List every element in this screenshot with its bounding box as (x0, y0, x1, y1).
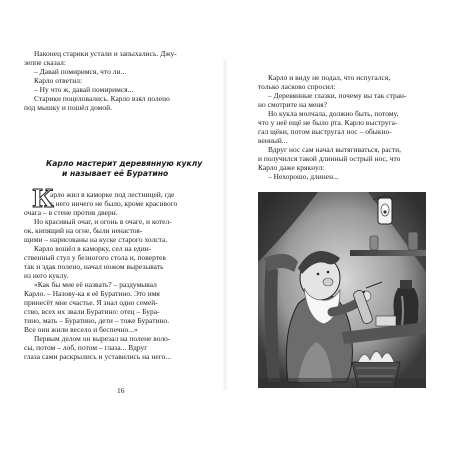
text-line: – Деревянные глазки, почему вы так стран- (268, 91, 407, 100)
text-line: у него ничего не было, кроме красивого (50, 199, 178, 208)
text-line: тино, мать – Буратино, дети – тоже Буратино. (24, 316, 170, 325)
text-line: Старики поцеловались. Карло взял полено (34, 94, 170, 103)
carlo-carving-illustration (258, 192, 426, 388)
floor-shadow (258, 378, 426, 388)
chapter-heading: и называет её Буратино (62, 169, 169, 178)
text-line: Наконец старики устали и запыхались. Джу- (34, 49, 177, 58)
text-line: под мышку и пошёл домой. (24, 103, 113, 112)
text-line: ство, всех их звали Буратино: отец – Бура- (24, 307, 160, 316)
text-line: – Нехорошо, длинен... (268, 172, 339, 181)
wall-shelf (350, 250, 426, 256)
text-line: «Как бы мне её назвать? – раздумывал (34, 280, 157, 289)
text-line: Карло ответил: (34, 76, 83, 85)
text-line: глаза сами раскрылись и уставились на него... (24, 352, 172, 361)
text-line: и получился такой длинный острый нос, что (258, 154, 401, 163)
text-line: щими – нарисованы на куске старого холста. (24, 235, 168, 244)
text-line: Вдруг нос сам начал вытягиваться, расти, (268, 145, 402, 154)
text-line: Но кукла молчала, должно быть, потому, (268, 109, 399, 118)
text-line: из него куклу. (24, 271, 69, 280)
text-line: арло жил в каморке под лестницей, где (50, 190, 175, 199)
text-line: ок, кипящий на огне, были ненастоя- (24, 226, 143, 235)
text-line: Но красивый очаг, и огонь в очаге, и котел- (34, 217, 172, 226)
shelf-jar (408, 232, 418, 250)
text-line: венный... (258, 136, 288, 145)
text-line: Первым делом он вырезал на полене воло- (34, 334, 171, 343)
text-line: но смотрите на меня? (258, 100, 328, 109)
text-line: принесёт мне счастье. Я знал одно семей- (24, 298, 158, 307)
text-line: так и эдак полено, начал ножом вырезывать (24, 262, 164, 271)
text-line: Карло вошёл в каморку, сел на един- (34, 244, 152, 253)
shelf-jar (370, 236, 378, 250)
text-line: очага – в стене против двери. (24, 208, 118, 217)
text-line: сы, потом – лоб, потом – глаза... Вдруг (24, 343, 148, 352)
text-line: Карло даже крякнул: (258, 163, 325, 172)
text-line: гал щёки, потом выстругал нос – обыкно- (258, 127, 392, 136)
text-line: зеппе сказал: (24, 58, 66, 67)
text-line: Все они жили весело и беспечно...» (24, 325, 138, 334)
text-line: только ласково спросил: (258, 82, 336, 91)
text-line: что у неё ещё не было рта. Карло выструга- (258, 118, 398, 127)
text-line: Карло и виду не подал, что испугался, (268, 73, 391, 82)
chapter-heading: Карло мастерит деревянную куклу (46, 159, 203, 168)
text-line: – Ну что ж, давай помиримся... (34, 85, 134, 94)
text-line: ственный стул у безногого стола и, повертев (24, 253, 166, 262)
page-number: 16 (117, 386, 125, 395)
text-line: Карло. – Назову-ка я её Буратино. Это имя (24, 289, 160, 298)
text-line: – Давай помиримся, что ли... (34, 67, 127, 76)
drop-cap: К (32, 184, 54, 213)
